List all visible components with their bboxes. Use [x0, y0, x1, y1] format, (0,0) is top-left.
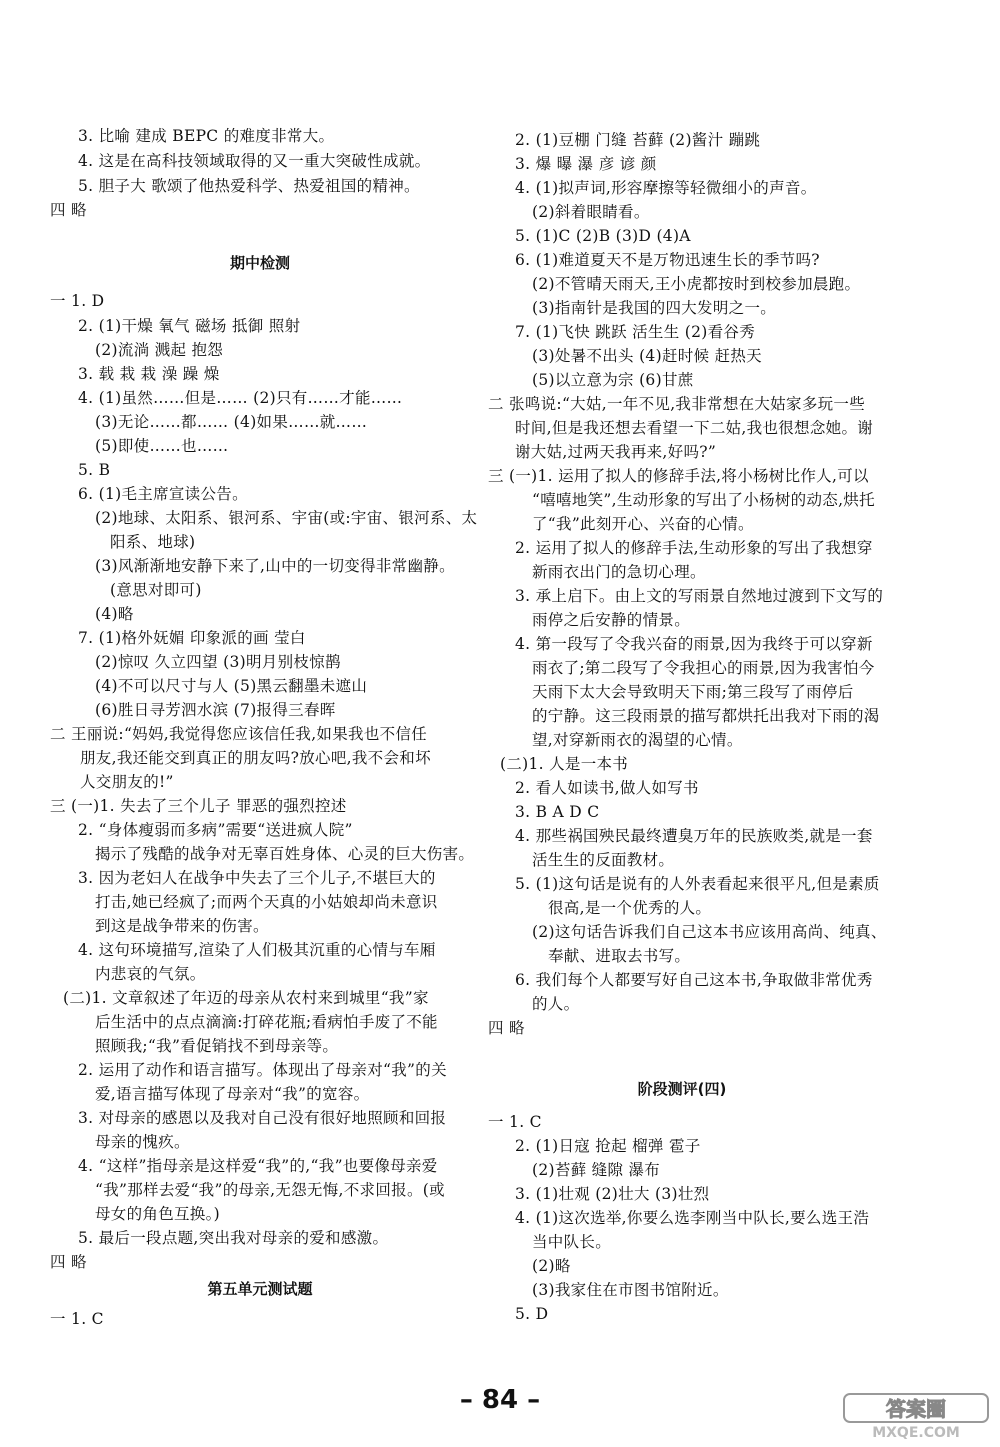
answer-line: (3)无论……都…… (4)如果……就…… [95, 413, 368, 431]
answer-line: 2. 运用了动作和语言描写。体现出了母亲对“我”的关 [78, 1061, 447, 1079]
answer-line: 7. (1)飞快 跳跃 活生生 (2)看谷秀 [515, 323, 756, 341]
answer-line: 四 略 [50, 1253, 87, 1271]
answer-line: 一 1. C [50, 1310, 104, 1328]
answer-line: 新雨衣出门的急切心理。 [532, 563, 706, 581]
answer-line: 雨停之后安静的情景。 [532, 611, 691, 629]
answer-line: (2)流淌 溅起 抱怨 [95, 341, 224, 359]
answer-line: 到这是战争带来的伤害。 [95, 917, 269, 935]
answer-line: 2. 运用了拟人的修辞手法,生动形象的写出了我想穿 [515, 539, 873, 557]
answer-line: 当中队长。 [532, 1233, 612, 1251]
watermark-site: MXQE.COM [872, 1425, 960, 1440]
answer-line: 三 (一)1. 运用了拟人的修辞手法,将小杨树比作人,可以 [488, 467, 869, 485]
answer-line: 望,对穿新雨衣的渴望的心情。 [532, 731, 743, 749]
answer-line: 4. 第一段写了令我兴奋的雨景,因为我终于可以穿新 [515, 635, 873, 653]
answer-line: 四 略 [488, 1019, 525, 1037]
answer-line: (5)即使……也…… [95, 437, 229, 455]
answer-line: 5. (1)这句话是说有的人外表看起来很平凡,但是素质 [515, 875, 880, 893]
answer-line: 母亲的愧疚。 [95, 1133, 190, 1151]
answer-line: 3. 因为老妇人在战争中失去了三个儿子,不堪巨大的 [78, 869, 436, 887]
answer-line: 阳系、地球) [110, 533, 196, 551]
answer-line: 4. (1)这次选举,你要么选李刚当中队长,要么选王浩 [515, 1209, 870, 1227]
answer-line: 揭示了残酷的战争对无辜百姓身体、心灵的巨大伤害。 [95, 845, 475, 863]
answer-line: 三 (一)1. 失去了三个儿子 罪恶的强烈控述 [50, 797, 347, 815]
answer-line: 2. 看人如读书,做人如写书 [515, 779, 699, 797]
watermark-logo [842, 1392, 990, 1440]
answer-line: (3)处暑不出头 (4)赶时候 赶热天 [532, 347, 762, 365]
answer-line: 一 1. C [488, 1113, 542, 1131]
answer-line: 活生生的反面教材。 [532, 851, 675, 869]
answer-line: (6)胜日寻芳泗水滨 (7)报得三春晖 [95, 701, 336, 719]
answer-line: (2)惊叹 久立四望 (3)明月别枝惊鹊 [95, 653, 341, 671]
answer-line: 2. (1)日寇 抢起 榴弹 雹子 [515, 1137, 701, 1155]
answer-line: 人交朋友的!” [80, 773, 174, 791]
answer-line: 5. B [78, 461, 111, 479]
answer-line: 4. (1)虽然……但是…… (2)只有……才能…… [78, 389, 403, 407]
answer-line: 的人。 [532, 995, 580, 1013]
answer-line: “我”那样去爱“我”的母亲,无怨无悔,不求回报。(或 [95, 1181, 445, 1199]
answer-line: (二)1. 文章叙述了年迈的母亲从农村来到城里“我”家 [63, 989, 429, 1007]
answer-line: 后生活中的点点滴滴:打碎花瓶;看病怕手废了不能 [95, 1013, 438, 1031]
answer-line: 时间,但是我还想去看望一下二姑,我也很想念她。谢 [515, 419, 874, 437]
answer-line: (2)斜着眼睛看。 [532, 203, 650, 221]
answer-line: 3. 爆 曝 瀑 彦 谚 颜 [515, 155, 657, 173]
answer-line: 了“我”此刻开心、兴奋的心情。 [532, 515, 754, 533]
answer-line: (2)不管晴天雨天,王小虎都按时到校参加晨跑。 [532, 275, 861, 293]
answer-line: 照顾我;“我”看促销找不到母亲等。 [95, 1037, 339, 1055]
answer-line: (3)我家住在市图书馆附近。 [532, 1281, 729, 1299]
answer-line: 4. 这是在高科技领域取得的又一重大突破性成就。 [78, 152, 431, 170]
answer-line: 内悲哀的气氛。 [95, 965, 206, 983]
answer-line: (5)以立意为宗 (6)甘蔗 [532, 371, 694, 389]
page-number: – 84 – [459, 1385, 541, 1415]
answer-line: (2)地球、太阳系、银河系、宇宙(或:宇宙、银河系、太 [95, 509, 478, 527]
answer-line: 一 1. D [50, 292, 105, 310]
answer-line: 很高,是一个优秀的人。 [548, 899, 712, 917]
answer-line: 的宁静。这三段雨景的描写都烘托出我对下雨的渴 [532, 707, 880, 725]
answer-line: 2. (1)干燥 氧气 磁场 抵御 照射 [78, 317, 301, 335]
answer-line: 打击,她已经疯了;而两个天真的小姑娘却尚未意识 [95, 893, 438, 911]
answer-line: 2. “身体瘦弱而多病”需要“送进疯人院” [78, 821, 353, 839]
answer-line: 雨衣了;第二段写了令我担心的雨景,因为我害怕今 [532, 659, 875, 677]
answer-line: 二 张鸣说:“大姑,一年不见,我非常想在大姑家多玩一些 [488, 395, 866, 413]
answer-line: (2)略 [532, 1257, 571, 1275]
answer-line: 3. (1)壮观 (2)壮大 (3)壮烈 [515, 1185, 710, 1203]
answer-line: 四 略 [50, 201, 87, 219]
answer-line: (3)指南针是我国的四大发明之一。 [532, 299, 777, 317]
answer-line: (二)1. 人是一本书 [500, 755, 629, 773]
answer-line: 朋友,我还能交到真正的朋友吗?放心吧,我不会和坏 [80, 749, 431, 767]
answer-line: 5. D [515, 1305, 549, 1323]
answer-line: 6. (1)难道夏天不是万物迅速生长的季节吗? [515, 251, 820, 269]
answer-line: 4. “这样”指母亲是这样爱“我”的,“我”也要像母亲爱 [78, 1157, 438, 1175]
answer-line: 5. 最后一段点题,突出我对母亲的爱和感激。 [78, 1229, 389, 1247]
answer-line: 7. (1)格外妩媚 印象派的画 莹白 [78, 629, 306, 647]
watermark-logo-icon [842, 1392, 990, 1440]
answer-line: 3. 承上启下。由上文的写雨景自然地过渡到下文写的 [515, 587, 884, 605]
answer-line: 二 王丽说:“妈妈,我觉得您应该信任我,如果我也不信任 [50, 725, 428, 743]
answer-line: 5. (1)C (2)B (3)D (4)A [515, 227, 691, 245]
answer-line: 5. 胆子大 歌颂了他热爱科学、热爱祖国的精神。 [78, 177, 420, 195]
watermark-brand: 答案圈 [886, 1397, 946, 1421]
answer-line: 6. (1)毛主席宣读公告。 [78, 485, 248, 503]
answer-line: 3. 载 栽 栽 澡 躁 燥 [78, 365, 220, 383]
answer-line: 3. B A D C [515, 803, 600, 821]
answer-line: (3)风渐渐地安静下来了,山中的一切变得非常幽静。 [95, 557, 455, 575]
answer-line: 奉献、进取去书写。 [548, 947, 691, 965]
answer-line: 谢大姑,过两天我再来,好吗?” [515, 443, 717, 461]
answer-line: “嘻嘻地笑”,生动形象的写出了小杨树的动态,烘托 [532, 491, 875, 509]
answer-line: (4)不可以尺寸与人 (5)黑云翻墨未遮山 [95, 677, 368, 695]
answer-line: 6. 我们每个人都要写好自己这本书,争取做非常优秀 [515, 971, 873, 989]
answer-line: (2)这句话告诉我们自己这本书应该用高尚、纯真、 [532, 923, 887, 941]
answer-line: (意思对即可) [110, 581, 202, 599]
heading-midterm: 期中检测 [229, 254, 290, 272]
answer-line: 3. 对母亲的感恩以及我对自己没有很好地照顾和回报 [78, 1109, 447, 1127]
heading-stage4: 阶段测评(四) [637, 1080, 727, 1098]
answer-line: 天雨下太大会导致明天下雨;第三段写了雨停后 [532, 683, 854, 701]
answer-line: 4. 这句环境描写,渲染了人们极其沉重的心情与车厢 [78, 941, 436, 959]
answer-line: 3. 比喻 建成 BEPC 的难度非常大。 [78, 127, 335, 145]
answer-line: 4. (1)拟声词,形容摩擦等轻微细小的声音。 [515, 179, 817, 197]
answer-line: 4. 那些祸国殃民最终遭臭万年的民族败类,就是一套 [515, 827, 873, 845]
heading-unit5: 第五单元测试题 [207, 1280, 313, 1298]
answer-line: 2. (1)豆棚 门缝 苔藓 (2)酱汁 蹦跳 [515, 131, 761, 149]
answer-line: (2)苔藓 缝隙 瀑布 [532, 1161, 661, 1179]
answer-line: 母女的角色互换。) [95, 1205, 220, 1223]
answer-line: (4)略 [95, 605, 134, 623]
answer-line: 爱,语言描写体现了母亲对“我”的宽容。 [95, 1085, 370, 1103]
